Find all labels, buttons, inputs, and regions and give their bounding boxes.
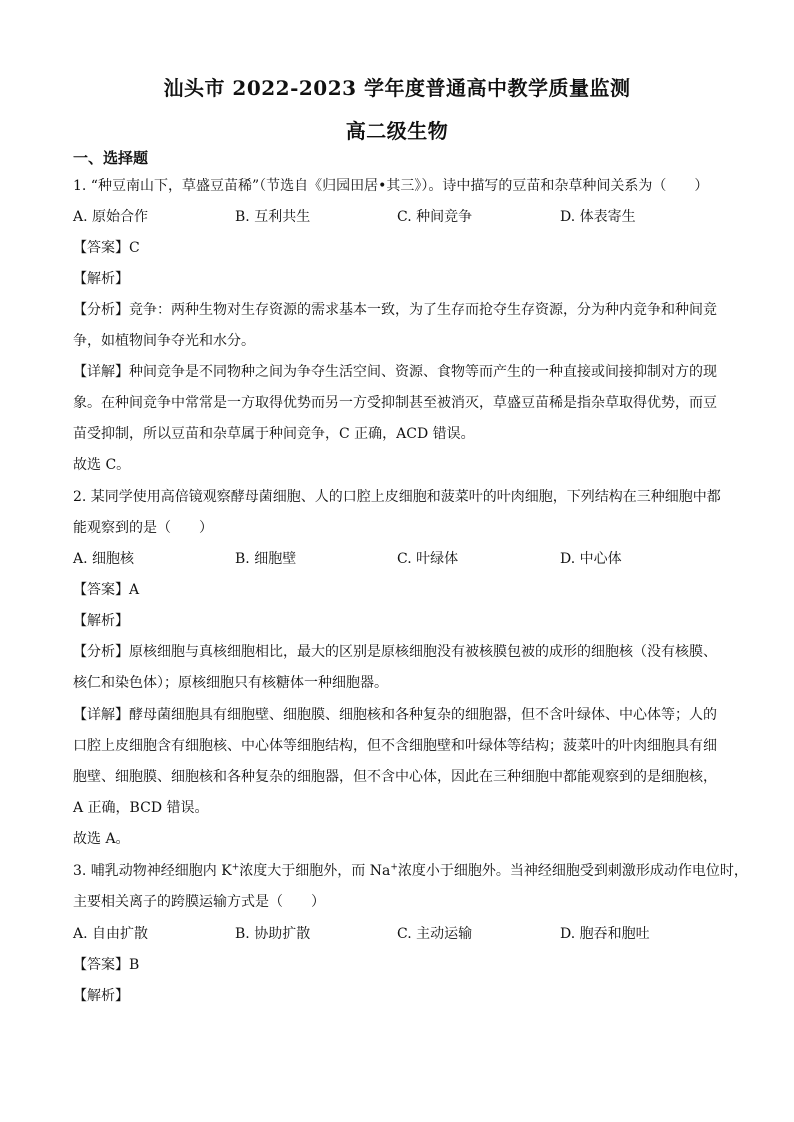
q1-fenxi-line: 【分析】竞争：两种生物对生存资源的需求基本一致，为了生存而抢夺生存资源，分为种内竞争和种间竞: [73, 302, 717, 318]
q1-answer: 【答案】C: [73, 240, 140, 256]
q1-detail-line: 象。在种间竞争中常常是一方取得优势而另一方受抑制甚至被消灭，草盛豆苗稀是指杂草取得优势，而豆: [73, 395, 717, 411]
potassium-charge: +: [231, 862, 240, 873]
q3-stem-line: [73, 861, 748, 881]
document-subtitle: 高二级生物: [345, 119, 449, 143]
q2-option-c: C. 叶绿体: [397, 551, 459, 567]
q3-analysis-label: 【解析】: [73, 988, 129, 1004]
q3-option-c: C. 主动运输: [397, 926, 473, 942]
q2-detail-line: 【详解】酵母菌细胞具有细胞壁、细胞膜、细胞核和各种复杂的细胞器，但不含叶绿体、中心体等；人的: [73, 707, 717, 723]
q2-option-d: D. 中心体: [560, 551, 622, 567]
q2-detail-line: A 正确，BCD 错误。: [73, 800, 209, 816]
q2-answer: 【答案】A: [73, 582, 140, 598]
q2-analysis-label: 【解析】: [73, 613, 129, 629]
q1-option-b: B. 互利共生: [235, 209, 311, 225]
q1-detail-line: 苗受抑制，所以豆苗和杂草属于种间竞争，C 正确，ACD 错误。: [73, 426, 475, 442]
q2-stem-line: 能观察到的是（ ）: [73, 520, 213, 536]
q1-fenxi-line: 争，如植物间争夺光和水分。: [73, 333, 255, 349]
q3-option-d: D. 胞吞和胞吐: [560, 926, 650, 942]
document-title: 汕头市 2022-2023 学年度普通高中教学质量监测: [163, 76, 631, 100]
q2-option-b: B. 细胞壁: [235, 551, 297, 567]
q1-option-d: D. 体表寄生: [560, 209, 636, 225]
q1-conclusion: 故选 C。: [73, 457, 131, 473]
q3-option-b: B. 协助扩散: [235, 926, 311, 942]
q1-option-a: A. 原始合作: [73, 209, 149, 225]
q1-option-c: C. 种间竞争: [397, 209, 473, 225]
section-heading: 一、选择题: [73, 149, 149, 167]
q1-detail-line: 【详解】种间竞争是不同物种之间为争夺生活空间、资源、食物等而产生的一种直接或间接抑制对方的现: [73, 364, 717, 380]
q3-stem-part: 3. 哺乳动物神经细胞内 K: [73, 863, 232, 879]
q2-fenxi-line: 【分析】原核细胞与真核细胞相比，最大的区别是原核细胞没有被核膜包被的成形的细胞核（没有核膜、: [73, 644, 717, 660]
q1-analysis-label: 【解析】: [73, 271, 129, 287]
q3-answer: 【答案】B: [73, 957, 140, 973]
q3-option-a: A. 自由扩散: [73, 926, 149, 942]
q2-option-a: A. 细胞核: [73, 551, 135, 567]
q2-conclusion: 故选 A。: [73, 831, 130, 847]
q2-detail-line: 胞壁、细胞膜、细胞核和各种复杂的细胞器，但不含中心体，因此在三种细胞中都能观察到的是细胞核，: [73, 769, 717, 785]
q2-stem-line: 2. 某同学使用高倍镜观察酵母菌细胞、人的口腔上皮细胞和菠菜叶的叶肉细胞，下列结构在三种细胞中都: [73, 489, 721, 505]
q3-stem-part: 浓度小于细胞外。当神经细胞受到刺激形成动作电位时，: [397, 863, 748, 879]
q2-detail-line: 口腔上皮细胞含有细胞核、中心体等细胞结构，但不含细胞壁和叶绿体等结构；菠菜叶的叶肉细胞具有细: [73, 738, 717, 754]
sodium-charge: +: [390, 862, 398, 873]
q3-stem-part: 浓度大于细胞外，而 Na: [239, 863, 391, 879]
q3-stem-line: 主要相关离子的跨膜运输方式是（ ）: [73, 894, 325, 910]
q2-fenxi-line: 核仁和染色体）；原核细胞只有核糖体一种细胞器。: [73, 675, 388, 691]
q1-stem: 1. “种豆南山下，草盛豆苗稀”（节选自《归园田居•其三》）。诗中描写的豆苗和杂草种间关系为（ ）: [73, 178, 709, 194]
